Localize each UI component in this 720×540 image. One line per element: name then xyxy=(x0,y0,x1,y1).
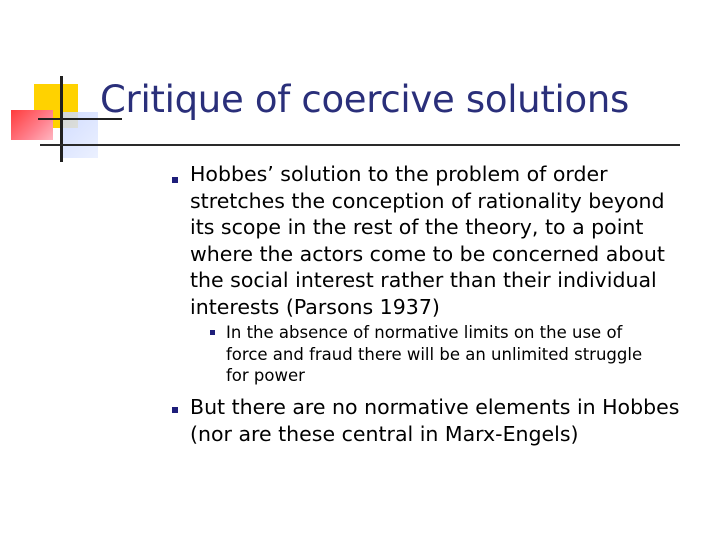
bullet-line: where the actors come to be concerned about xyxy=(190,241,665,266)
bullet-line: its scope in the rest of the theory, to a point xyxy=(190,215,644,239)
sub-bullet-line: In the absence of normative limits on the use of xyxy=(226,323,623,342)
bullet-item-no-normative-elements xyxy=(190,394,710,447)
bullet-line: the social interest rather than their individual xyxy=(190,268,657,292)
bullet-line: interests (Parsons 1937) xyxy=(190,294,440,319)
bullet-square-icon xyxy=(172,177,178,183)
sub-bullet-item-normative-limits xyxy=(226,322,696,387)
bullet-line: stretches the conception of rationality beyond xyxy=(190,188,665,213)
bullet-line: But there are no normative elements in Hobbes xyxy=(190,395,680,419)
slide-title: Critique of coercive solutions xyxy=(100,78,629,121)
sub-bullet-line: force and fraud there will be an unlimited struggle xyxy=(226,344,643,364)
bullet-line: (nor are these central in Marx-Engels) xyxy=(190,421,579,446)
bullet-line: Hobbes’ solution to the problem of order xyxy=(190,162,608,186)
sub-bullet-line: for power xyxy=(226,366,305,385)
bullet-square-icon xyxy=(172,407,178,413)
bullet-item-hobbes-solution xyxy=(190,161,695,320)
sub-bullet-square-icon xyxy=(210,330,215,335)
